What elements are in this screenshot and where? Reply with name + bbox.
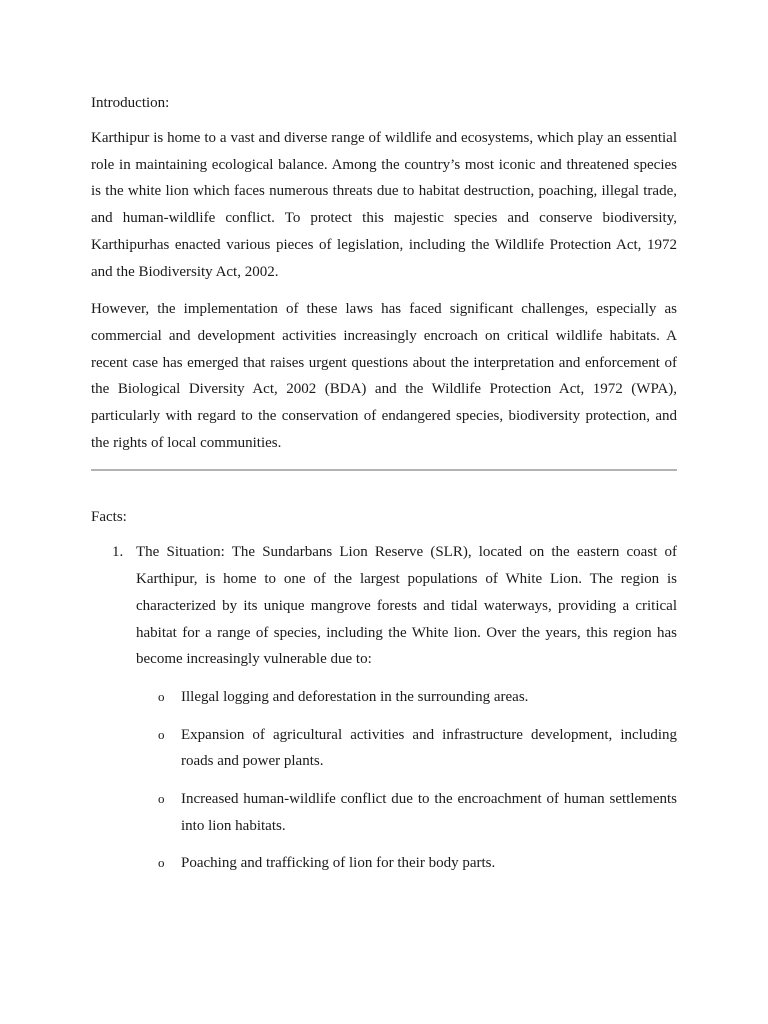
fact-subitem-text: Poaching and trafficking of lion for their body parts. bbox=[181, 855, 496, 872]
fact-subitem bbox=[91, 684, 677, 711]
fact-text: The Situation: The Sundarbans Lion Reserve (SLR), located on the eastern coast of Karthipur, is home to one of the largest populations of White Lion. The region is characterized by its unique mangrove forests and tidal waterways, providing a critical habitat for a range of species, including the White lion. Over the years, this region has become increasingly vulnerable due to: bbox=[136, 544, 677, 668]
introduction-paragraph-2: However, the implementation of these laws has faced significant challenges, especially as commercial and development activities increasingly encroach on critical wildlife habitats. A recent case has emerged that raises urgent questions about the interpretation and enforcement of the Biological Diversity Act, 2002 (BDA) and the Wildlife Protection Act, 1972 (WPA), particularly with regard to the conservation of endangered species, biodiversity protection, and the rights of local communities. bbox=[91, 301, 677, 451]
bullet-marker: o bbox=[158, 855, 165, 871]
facts-heading: Facts: bbox=[91, 509, 127, 526]
bullet-marker: o bbox=[158, 791, 165, 807]
fact-subitem bbox=[91, 722, 677, 775]
fact-subitem-text: Increased human-wildlife conflict due to the encroachment of human settlements into lion habitats. bbox=[181, 791, 677, 834]
bullet-marker: o bbox=[158, 726, 165, 742]
fact-item bbox=[91, 539, 677, 673]
fact-subitem bbox=[91, 786, 677, 839]
introduction-heading: Introduction: bbox=[91, 95, 170, 111]
bullet-marker: o bbox=[158, 688, 165, 704]
fact-number: 1. bbox=[112, 544, 124, 561]
facts-list bbox=[91, 539, 677, 673]
fact-subitem-text: Expansion of agricultural activities and infrastructure development, including roads and power plants. bbox=[181, 726, 677, 770]
section-divider bbox=[91, 469, 677, 471]
introduction-paragraph-1: Karthipur is home to a vast and diverse range of wildlife and ecosystems, which play an essential role in maintaining ecological balance. Among the country’s most iconic and threatened species is the white lion which faces numerous threats due to habitat destruction, poaching, illegal trade, and human-wildlife conflict. To protect this majestic species and conserve biodiversity, Karthipurhas enacted various pieces of legislation, including the Wildlife Protection Act, 1972 and the Biodiversity Act, 2002. bbox=[91, 130, 677, 280]
fact-sublist bbox=[91, 684, 677, 877]
fact-subitem-text: Illegal logging and deforestation in the surrounding areas. bbox=[181, 688, 529, 705]
fact-subitem bbox=[91, 850, 677, 877]
document-body bbox=[91, 91, 677, 877]
